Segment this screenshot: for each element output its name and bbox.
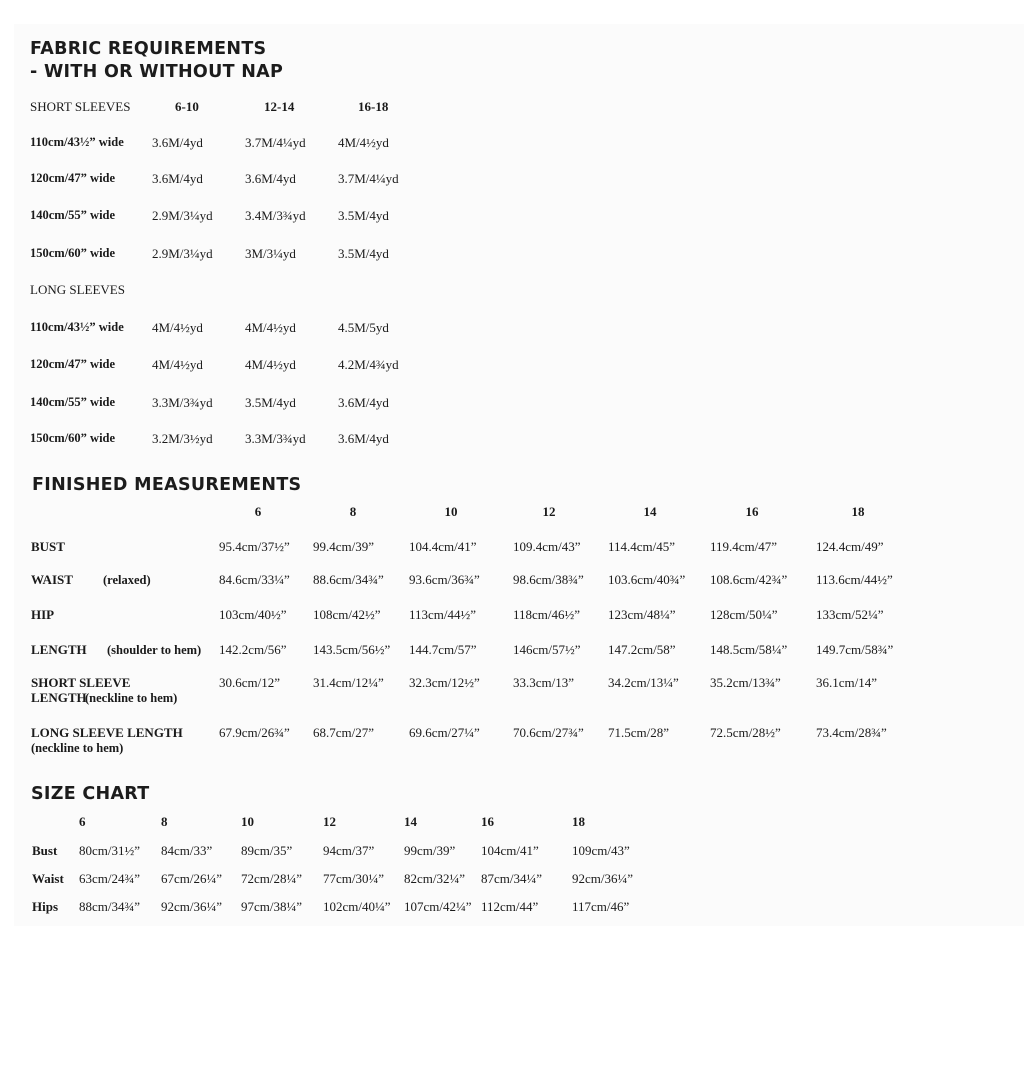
measurement-value: 30.6cm/12”: [219, 675, 281, 690]
measurement-value: 148.5cm/58¼”: [710, 642, 788, 657]
size-chart-value: 112cm/44”: [481, 899, 539, 914]
fabric-title-line2: - WITH OR WITHOUT NAP: [30, 62, 284, 82]
measurement-value: 119.4cm/47”: [710, 539, 778, 554]
size-chart-value: 80cm/31½”: [79, 843, 141, 858]
fabric-amount: 4M/4½yd: [338, 135, 389, 150]
size-chart-value: 102cm/40¼”: [323, 899, 391, 914]
fabric-amount: 3.6M/4yd: [152, 135, 203, 150]
size-chart-value: 88cm/34¾”: [79, 899, 141, 914]
measurement-value: 113.6cm/44½”: [816, 572, 893, 587]
measurement-value: 142.2cm/56”: [219, 642, 287, 657]
measurement-value: 98.6cm/38¾”: [513, 572, 584, 587]
size-chart-value: 94cm/37”: [323, 843, 375, 858]
size-column-header: 12: [542, 504, 556, 519]
fabric-amount: 2.9M/3¼yd: [152, 246, 213, 261]
measurement-value: 114.4cm/45”: [608, 539, 676, 554]
measurement-value: 108cm/42½”: [313, 607, 381, 622]
fabric-amount: 3M/3¼yd: [245, 246, 296, 261]
measurement-value: 146cm/57½”: [513, 642, 581, 657]
measurement-value: 144.7cm/57”: [409, 642, 477, 657]
fabric-size-header: 6-10: [175, 99, 199, 114]
measurement-value: 147.2cm/58”: [608, 642, 676, 657]
size-column-header: 16: [745, 504, 759, 519]
measurement-value: 103cm/40½”: [219, 607, 287, 622]
measurement-value: 143.5cm/56½”: [313, 642, 391, 657]
size-chart-value: 107cm/42¼”: [404, 899, 472, 914]
measurement-value: 103.6cm/40¾”: [608, 572, 686, 587]
size-chart-value: 99cm/39”: [404, 843, 456, 858]
fabric-amount: 4M/4½yd: [152, 357, 203, 372]
size-chart-value: 72cm/28¼”: [241, 871, 303, 886]
measurement-value: 36.1cm/14”: [816, 675, 878, 690]
fabric-width-label: 110cm/43½” wide: [30, 135, 124, 149]
measurement-value: 68.7cm/27”: [313, 725, 375, 740]
measurement-label: LONG SLEEVE LENGTH: [31, 725, 183, 740]
size-column-header: 16: [481, 814, 494, 829]
measurement-value: 71.5cm/28”: [608, 725, 670, 740]
measurement-value: 95.4cm/37½”: [219, 539, 290, 554]
fabric-amount: 3.5M/4yd: [245, 395, 296, 410]
size-chart-value: 104cm/41”: [481, 843, 539, 858]
measurement-value: 34.2cm/13¼”: [608, 675, 679, 690]
fabric-width-label: 150cm/60” wide: [30, 431, 116, 445]
fabric-amount: 3.6M/4yd: [245, 171, 296, 186]
measurement-value: 93.6cm/36¾”: [409, 572, 480, 587]
size-column-header: 18: [851, 504, 865, 519]
measurement-value: 31.4cm/12¼”: [313, 675, 384, 690]
measurement-value: 67.9cm/26¾”: [219, 725, 290, 740]
size-chart-value: 82cm/32¼”: [404, 871, 466, 886]
size-chart-value: 67cm/26¼”: [161, 871, 223, 886]
measurement-value: 128cm/50¼”: [710, 607, 778, 622]
size-chart-value: 63cm/24¾”: [79, 871, 141, 886]
size-chart-value: 87cm/34¼”: [481, 871, 543, 886]
size-column-header: 14: [404, 814, 417, 829]
measurement-value: 109.4cm/43”: [513, 539, 581, 554]
size-column-header: 12: [323, 814, 336, 829]
size-column-header: 8: [161, 814, 168, 829]
fabric-amount: 3.7M/4¼yd: [338, 171, 399, 186]
measurement-value: 35.2cm/13¾”: [710, 675, 781, 690]
fabric-amount: 3.3M/3¾yd: [152, 395, 213, 410]
measurement-sublabel: (relaxed): [103, 573, 151, 587]
measurement-sublabel: (shoulder to hem): [107, 643, 202, 657]
fabric-amount: 3.2M/3½yd: [152, 431, 213, 446]
fabric-width-label: 150cm/60” wide: [30, 246, 116, 260]
size-chart-value: 84cm/33”: [161, 843, 213, 858]
fabric-amount: 3.6M/4yd: [152, 171, 203, 186]
fabric-width-label: 110cm/43½” wide: [30, 320, 124, 334]
measurement-sublabel: (neckline to hem): [85, 691, 178, 705]
measurement-value: 70.6cm/27¾”: [513, 725, 584, 740]
size-chart-value: 97cm/38¼”: [241, 899, 303, 914]
measurement-value: 133cm/52¼”: [816, 607, 884, 622]
fabric-amount: 3.5M/4yd: [338, 246, 389, 261]
measurement-label: LENGTH: [31, 690, 87, 705]
measurement-value: 149.7cm/58¾”: [816, 642, 894, 657]
measurement-sublabel: (neckline to hem): [31, 741, 124, 755]
body-measure-label: Hips: [32, 899, 59, 914]
measurement-label: HIP: [31, 607, 55, 622]
fabric-amount: 3.4M/3¾yd: [245, 208, 306, 223]
size-chart-value: 77cm/30¼”: [323, 871, 385, 886]
body-measure-label: Bust: [32, 843, 58, 858]
size-column-header: 18: [572, 814, 585, 829]
fabric-title-line1: FABRIC REQUIREMENTS: [30, 39, 267, 59]
measurement-label: WAIST: [31, 572, 73, 587]
size-column-header: 6: [79, 814, 86, 829]
measurement-value: 88.6cm/34¾”: [313, 572, 384, 587]
measurement-value: 113cm/44½”: [409, 607, 477, 622]
size-column-header: 8: [349, 504, 357, 519]
measurement-value: 32.3cm/12½”: [409, 675, 480, 690]
measurement-value: 84.6cm/33¼”: [219, 572, 290, 587]
measurement-label: LENGTH: [31, 642, 87, 657]
measurement-value: 118cm/46½”: [513, 607, 581, 622]
fabric-amount: 3.6M/4yd: [338, 431, 389, 446]
measurement-label: BUST: [31, 539, 65, 554]
size-column-header: 6: [254, 504, 262, 519]
fabric-width-label: 140cm/55” wide: [30, 208, 116, 222]
measurement-value: 123cm/48¼”: [608, 607, 676, 622]
fabric-width-label: 120cm/47” wide: [30, 171, 116, 185]
size-chart-value: 92cm/36¼”: [572, 871, 634, 886]
fabric-amount: 4.2M/4¾yd: [338, 357, 399, 372]
fabric-amount: 3.3M/3¾yd: [245, 431, 306, 446]
size-chart-value: 89cm/35”: [241, 843, 293, 858]
size-chart-value: 117cm/46”: [572, 899, 630, 914]
fabric-width-label: 140cm/55” wide: [30, 395, 116, 409]
measurement-value: 72.5cm/28½”: [710, 725, 781, 740]
size-column-header: 14: [643, 504, 657, 519]
measurement-value: 124.4cm/49”: [816, 539, 884, 554]
size-chart-value: 92cm/36¼”: [161, 899, 223, 914]
fabric-amount: 2.9M/3¼yd: [152, 208, 213, 223]
size-chart-title: SIZE CHART: [31, 784, 150, 804]
measurement-value: 108.6cm/42¾”: [710, 572, 788, 587]
fabric-amount: 3.7M/4¼yd: [245, 135, 306, 150]
fabric-amount: 4M/4½yd: [152, 320, 203, 335]
measurement-value: 69.6cm/27¼”: [409, 725, 480, 740]
measurement-value: 73.4cm/28¾”: [816, 725, 887, 740]
measurement-label: SHORT SLEEVE: [31, 675, 131, 690]
fabric-size-header: 16-18: [358, 99, 389, 114]
short-sleeves-label: SHORT SLEEVES: [30, 99, 131, 114]
measurement-value: 33.3cm/13”: [513, 675, 575, 690]
fabric-amount: 4.5M/5yd: [338, 320, 389, 335]
measurement-value: 104.4cm/41”: [409, 539, 477, 554]
size-chart-value: 109cm/43”: [572, 843, 630, 858]
measurement-value: 99.4cm/39”: [313, 539, 375, 554]
fabric-width-label: 120cm/47” wide: [30, 357, 116, 371]
fabric-amount: 3.5M/4yd: [338, 208, 389, 223]
fabric-amount: 3.6M/4yd: [338, 395, 389, 410]
size-column-header: 10: [444, 504, 458, 519]
finished-measurements-title: FINISHED MEASUREMENTS: [32, 475, 302, 495]
body-measure-label: Waist: [32, 871, 64, 886]
fabric-amount: 4M/4½yd: [245, 357, 296, 372]
long-sleeves-label: LONG SLEEVES: [30, 282, 125, 297]
fabric-amount: 4M/4½yd: [245, 320, 296, 335]
fabric-size-header: 12-14: [264, 99, 295, 114]
size-column-header: 10: [241, 814, 254, 829]
